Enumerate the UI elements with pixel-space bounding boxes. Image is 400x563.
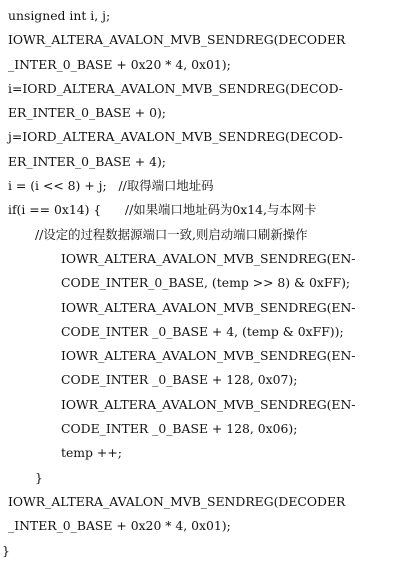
- code-line: IOWR_ALTERA_AVALON_MVB_SENDREG(EN-: [61, 299, 356, 315]
- code-line: }: [2, 542, 10, 558]
- code-line: CODE_INTER _0_BASE + 128, 0x07);: [61, 372, 298, 388]
- code-line: _INTER_0_BASE + 0x20 * 4, 0x01);: [8, 56, 231, 72]
- code-line: CODE_INTER _0_BASE + 4, (temp & 0xFF));: [61, 323, 344, 339]
- code-line: IOWR_ALTERA_AVALON_MVB_SENDREG(DECODER: [8, 32, 346, 48]
- code-line: if(i == 0x14) { //如果端口地址码为0x14,与本网卡: [8, 202, 317, 218]
- code-line: temp ++;: [61, 445, 122, 461]
- code-line: }: [35, 469, 43, 485]
- code-line: ER_INTER_0_BASE + 4);: [8, 153, 166, 169]
- code-line: CODE_INTER _0_BASE + 128, 0x06);: [61, 421, 298, 437]
- code-listing: [0, 4, 400, 563]
- code-line: _INTER_0_BASE + 0x20 * 4, 0x01);: [8, 518, 231, 534]
- code-line: i=IORD_ALTERA_AVALON_MVB_SENDREG(DECOD-: [8, 80, 343, 96]
- code-line: IOWR_ALTERA_AVALON_MVB_SENDREG(EN-: [61, 250, 356, 266]
- code-line: i = (i << 8) + j; //取得端口地址码: [8, 178, 214, 194]
- code-line: unsigned int i, j;: [8, 8, 111, 23]
- code-line: ER_INTER_0_BASE + 0);: [8, 105, 166, 121]
- code-line: //设定的过程数据源端口一致,则启动端口刷新操作: [35, 226, 308, 242]
- code-line: CODE_INTER_0_BASE, (temp >> 8) & 0xFF);: [61, 275, 351, 291]
- code-line: IOWR_ALTERA_AVALON_MVB_SENDREG(DECODER: [8, 493, 346, 509]
- code-line: IOWR_ALTERA_AVALON_MVB_SENDREG(EN-: [61, 396, 356, 412]
- code-line: j=IORD_ALTERA_AVALON_MVB_SENDREG(DECOD-: [8, 129, 343, 145]
- code-line: IOWR_ALTERA_AVALON_MVB_SENDREG(EN-: [61, 348, 356, 364]
